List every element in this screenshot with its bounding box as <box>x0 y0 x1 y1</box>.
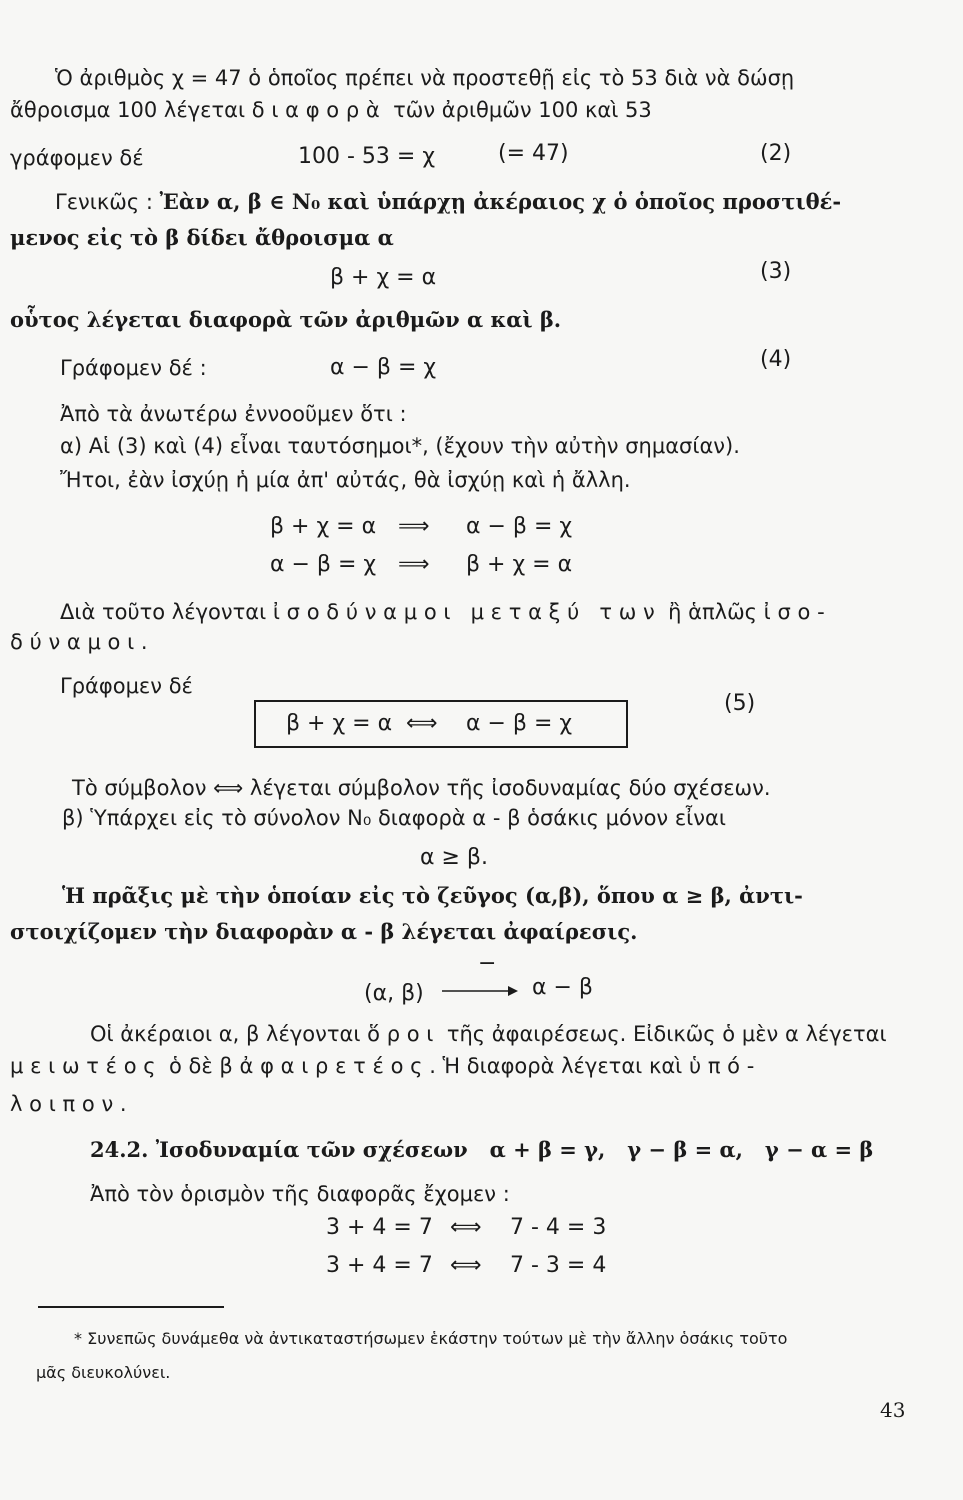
text-line: Ἤτοι, ἐὰν ἰσχύῃ ἡ μία ἀπ' αὐτάς, θὰ ἰσχύῃ καὶ ἡ ἄλλη. <box>60 468 631 492</box>
equation: α − β = χ <box>270 552 377 577</box>
text-span: Διὰ τοῦτο λέγονται <box>60 600 273 624</box>
equation-number: (2) <box>760 141 792 166</box>
definition-text: Ἐὰν α, β ∈ N₀ καὶ ὑπάρχῃ ἀκέραιος χ ὁ ὁποῖος προστιθέ- <box>159 189 842 214</box>
footnote-text: * Συνεπῶς δυνάμεθα νὰ ἀντικαταστήσωμεν ἑκάστην τούτων μὲ τὴν ἄλλην ὁσάκις τοῦτο <box>74 1329 788 1348</box>
definition-text: μενος εἰς τὸ β δίδει ἄθροισμα α <box>10 225 394 250</box>
equivalence-arrow: ⟺ <box>450 1253 482 1278</box>
footnote-text: μᾶς διευκολύνει. <box>36 1363 171 1382</box>
spaced-term: μειωτέος <box>10 1054 163 1078</box>
text-line: Ἀπὸ τὰ ἀνωτέρω ἐννοοῦμεν ὅτι : <box>60 402 407 426</box>
definition-text: Ἡ πρᾶξις μὲ τὴν ὁποίαν εἰς τὸ ζεῦγος (α,β), ὅπου α ≥ β, ἀντι- <box>62 883 803 908</box>
text-line: γράφομεν δέ <box>10 146 144 170</box>
spaced-term: λοιπον. <box>10 1092 134 1116</box>
equation: β + χ = α <box>286 711 393 736</box>
spaced-term: ἰσοδύναμοι μεταξύ των <box>272 600 662 624</box>
example-equation: 3 + 4 = 7 <box>326 1215 433 1240</box>
mapping-domain: (α, β) <box>364 981 424 1006</box>
text-span: Οἱ ἀκέραιοι α, β λέγονται <box>90 1022 368 1046</box>
minus-sign: − <box>478 951 497 976</box>
equation-number: (5) <box>724 691 756 716</box>
example-equation: 7 - 4 = 3 <box>510 1215 607 1240</box>
equivalence-arrow: ⟺ <box>450 1215 482 1240</box>
text-line <box>10 96 652 124</box>
mapping-result: α − β <box>532 975 593 1000</box>
text-line <box>72 774 771 802</box>
spaced-term: ὅροι <box>367 1022 441 1046</box>
example-equation: 7 - 3 = 4 <box>510 1253 607 1278</box>
equation: α − β = χ <box>330 355 437 380</box>
equivalence-arrow: ⟺ <box>406 711 438 736</box>
page-number: 43 <box>880 1398 906 1422</box>
implies-arrow: ⟹ <box>398 552 430 577</box>
text-line <box>55 188 841 216</box>
equation-number: (3) <box>760 259 792 284</box>
implies-arrow: ⟹ <box>398 514 430 539</box>
spaced-term: δύναμοι. <box>10 630 155 654</box>
section-heading: 24.2. Ἰσοδυναμία τῶν σχέσεων α + β = γ, γ − β = α, γ − α = β <box>90 1137 874 1162</box>
spaced-term: ἀφαιρετέος <box>239 1054 430 1078</box>
spaced-term: ὑπό- <box>688 1054 762 1078</box>
text-line <box>60 598 831 626</box>
equation: β + χ = α <box>270 514 377 539</box>
text-line: Γράφομεν δέ : <box>60 356 207 380</box>
equation: α ≥ β. <box>420 845 488 870</box>
text-line <box>10 1052 761 1080</box>
equation: α − β = χ <box>466 711 573 736</box>
equation-number: (4) <box>760 347 792 372</box>
equation-note: (= 47) <box>498 141 569 166</box>
text-span: Γενικῶς : <box>55 190 160 214</box>
spaced-term: ἰσο- <box>763 600 832 624</box>
text-span: ὁ δὲ β <box>162 1054 240 1078</box>
spaced-term: διαφορὰ <box>251 98 387 122</box>
text-span: Τὸ σύμβολον <box>72 776 214 800</box>
mapping-arrow <box>440 984 520 998</box>
footnote-rule <box>38 1306 224 1308</box>
text-span: λέγεται σύμβολον τῆς ἰσοδυναμίας δύο σχέσεων. <box>243 776 771 800</box>
definition-text: στοιχίζομεν τὴν διαφορὰν α - β λέγεται ἀφαίρεσις. <box>10 919 638 944</box>
text-span: ἄθροισμα 100 λέγεται <box>10 98 252 122</box>
text-line: α) Αἱ (3) καὶ (4) εἶναι ταυτόσημοι*, (ἔχουν τὴν αὐτὴν σημασίαν). <box>60 434 740 458</box>
equation: α − β = χ <box>466 514 573 539</box>
equivalence-arrow: ⟺ <box>213 776 244 800</box>
equation: 100 - 53 = χ <box>298 144 436 169</box>
text-line: Ἀπὸ τὸν ὁρισμὸν τῆς διαφορᾶς ἔχομεν : <box>90 1182 510 1206</box>
equation: β + χ = α <box>466 552 573 577</box>
text-line: Ὁ ἀριθμὸς χ = 47 ὁ ὁποῖος πρέπει νὰ προστεθῇ εἰς τὸ 53 διὰ νὰ δώσῃ <box>55 66 795 90</box>
text-line: β) Ὑπάρχει εἰς τὸ σύνολον N₀ διαφορὰ α - β ὁσάκις μόνον εἶναι <box>62 806 726 830</box>
example-equation: 3 + 4 = 7 <box>326 1253 433 1278</box>
definition-text: οὗτος λέγεται διαφορὰ τῶν ἀριθμῶν α καὶ β. <box>10 307 562 332</box>
text-line: Γράφομεν δέ <box>60 674 193 698</box>
text-span: . Ἡ διαφορὰ λέγεται καὶ <box>429 1054 689 1078</box>
boxed-equation <box>254 700 628 748</box>
text-span: τῆς ἀφαιρέσεως. Εἰδικῶς ὁ μὲν α λέγεται <box>440 1022 887 1046</box>
text-line <box>90 1020 887 1048</box>
text-span: τῶν ἀριθμῶν 100 καὶ 53 <box>386 98 652 122</box>
text-span: ἢ ἁπλῶς <box>661 600 764 624</box>
equation: β + χ = α <box>330 265 437 290</box>
